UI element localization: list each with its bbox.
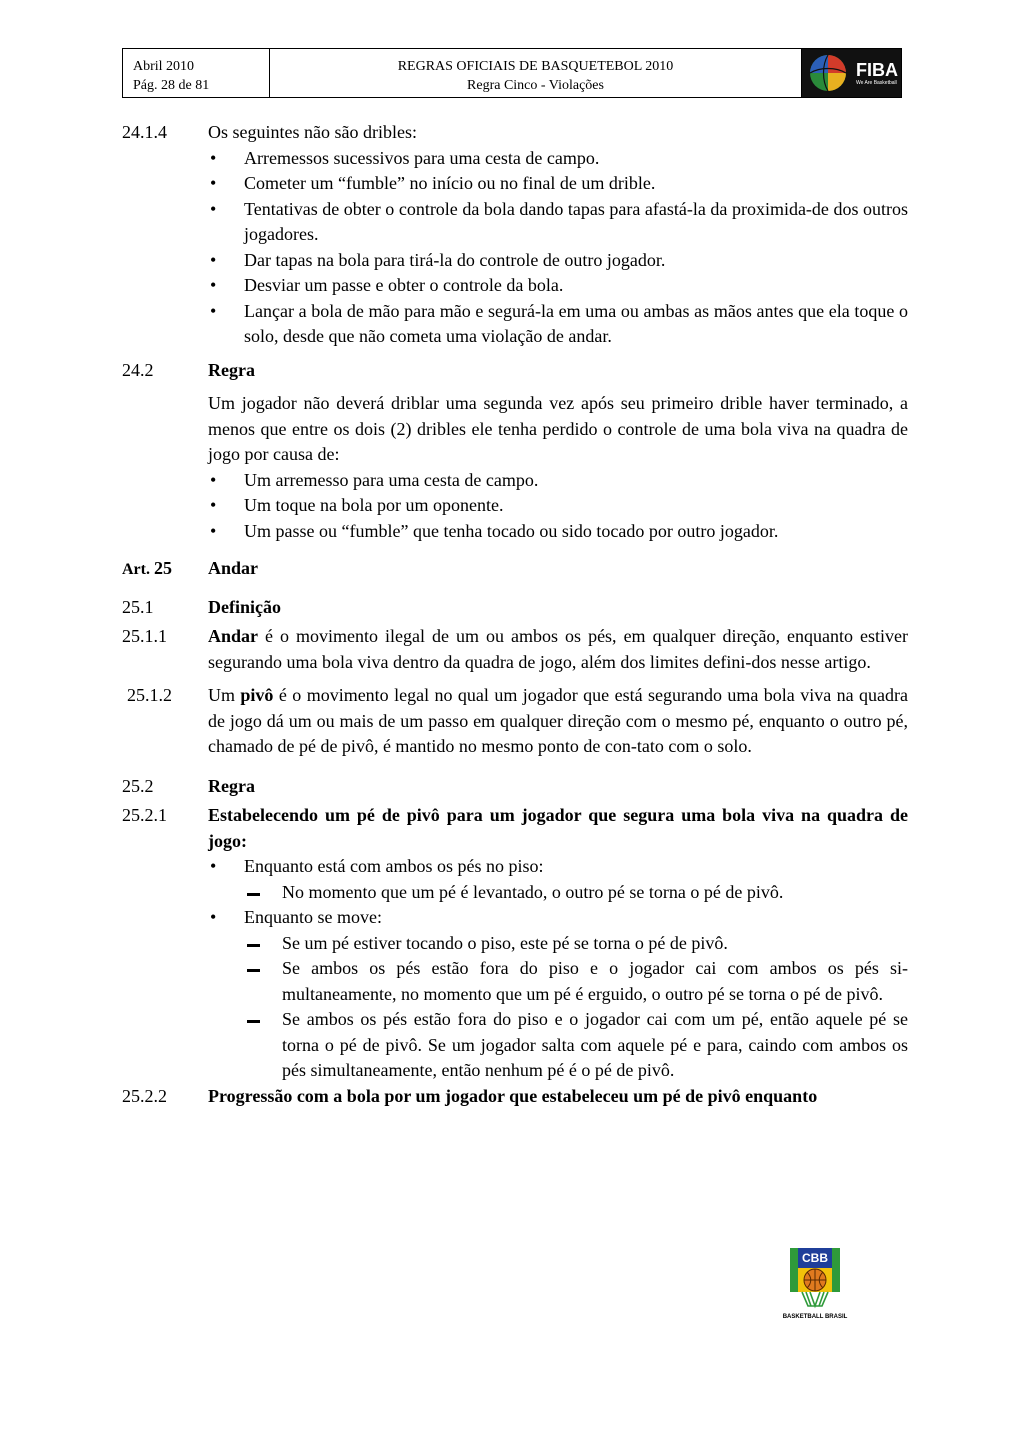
- fiba-tagline: We Are Basketball: [856, 80, 897, 86]
- cbb-abbr: CBB: [802, 1251, 828, 1265]
- definition-text: é o movimento ilegal de um ou ambos os pés, em qualquer direção, enquanto estiver segurando uma bola viva dentro da quadra de jogo, além dos limites defini-dos nesse artigo.: [208, 626, 908, 672]
- article-25-heading: [122, 556, 908, 583]
- fiba-ball-icon: [806, 53, 850, 93]
- article-title: Andar: [208, 558, 259, 578]
- bullet-list: [208, 468, 908, 545]
- list-item-text: Enquanto está com ambos os pés no piso:: [244, 856, 544, 876]
- dash-item: Se ambos os pés estão fora do piso e o jogador cai com um pé, então aquele pé se torna o pé de pivô. Se um jogador salta com aquele pé e para, caindo com ambos os pés simultaneamente, então nenhum pé é o pé de pivô.: [244, 1007, 908, 1084]
- section-number: 24.1.4: [122, 122, 167, 142]
- list-item: • Dar tapas na bola para tirá-la do controle de outro jogador.: [208, 248, 908, 274]
- header-title-cell: [270, 49, 802, 97]
- section-heading: Definição: [208, 596, 281, 617]
- section-24-1-4: [122, 120, 908, 350]
- defined-term: pivô: [240, 685, 274, 705]
- list-item: • Um toque na bola por um oponente.: [208, 493, 908, 519]
- cbb-logo: [778, 1248, 852, 1322]
- header-subtitle: Regra Cinco - Violações: [467, 78, 604, 93]
- dash-item: No momento que um pé é levantado, o outro pé se torna o pé de pivô.: [244, 880, 908, 906]
- section-heading: Estabelecendo um pé de pivô para um jogador que segura uma bola viva na quadra de jogo:: [208, 805, 908, 851]
- list-item: • Um arremesso para uma cesta de campo.: [208, 468, 908, 494]
- section-paragraph: Um jogador não deverá driblar uma segunda vez após seu primeiro drible haver terminado, a menos que entre os dois (2) dribles ele tenha perdido o controle de uma bola viva na quadra de jogo por causa de:: [208, 393, 908, 464]
- list-item: [208, 905, 908, 1084]
- header-title: REGRAS OFICIAIS DE BASQUETEBOL 2010: [397, 59, 674, 74]
- bullet-list: [208, 854, 908, 1084]
- list-item: • Tentativas de obter o controle da bola dando tapas para afastá-la da proximida-de dos outros jogadores.: [208, 197, 908, 248]
- list-item: • Um passe ou “fumble” que tenha tocado ou sido tocado por outro jogador.: [208, 519, 908, 545]
- list-item: • Arremessos sucessivos para uma cesta de campo.: [208, 146, 908, 172]
- article-number: [122, 556, 208, 583]
- section-number: 25.1: [122, 596, 154, 617]
- list-item: • Desviar um passe e obter o controle da bola.: [208, 273, 908, 299]
- page-content: [122, 120, 908, 1109]
- section-24-2-heading: [122, 358, 908, 384]
- article-prefix: Art.: [122, 561, 150, 578]
- defined-term: Andar: [208, 626, 259, 646]
- section-25-1-2: [122, 683, 908, 760]
- dash-item: Se ambos os pés estão fora do piso e o jogador cai com ambos os pés si-multaneamente, no momento que um pé é erguido, o outro pé se torna o pé de pivô.: [244, 956, 908, 1007]
- header-date: Abril 2010: [133, 59, 195, 74]
- fiba-word: FIBA: [856, 60, 898, 80]
- section-number: 25.2.1: [122, 805, 167, 825]
- dash-list: [244, 931, 908, 1084]
- list-item: • Cometer um “fumble” no início ou no final de um drible.: [208, 171, 908, 197]
- fiba-logo: [802, 49, 901, 97]
- section-25-2-2: [122, 1084, 908, 1110]
- section-24-2-body: [122, 391, 908, 544]
- definition-prefix: Um: [208, 685, 241, 705]
- section-25-2-heading: [122, 774, 908, 800]
- section-heading: Regra: [208, 359, 255, 380]
- section-number: 25.1.2: [127, 685, 172, 705]
- header-date-page-cell: [123, 49, 270, 97]
- list-item-text: Enquanto se move:: [244, 907, 382, 927]
- section-number: 25.2.2: [122, 1085, 167, 1106]
- cbb-caption: BASKETBALL BRASIL: [782, 1314, 848, 1320]
- section-25-1-1: [122, 624, 908, 675]
- section-heading: Progressão com a bola por um jogador que estabeleceu um pé de pivô enquanto: [208, 1085, 818, 1106]
- section-intro: Os seguintes não são dribles:: [208, 122, 417, 142]
- list-item: • Lançar a bola de mão para mão e segurá-la em uma ou ambas as mãos antes que ela toque o solo, desde que não cometa uma violação de andar.: [208, 299, 908, 350]
- section-25-2-1: [122, 803, 908, 1084]
- article-num: 25: [153, 558, 172, 578]
- bullet-list: [208, 146, 908, 350]
- section-25-1-heading: [122, 595, 908, 621]
- section-number: 25.1.1: [122, 626, 167, 646]
- dash-list: [244, 880, 908, 906]
- section-number: 24.2: [122, 359, 154, 380]
- dash-item: Se um pé estiver tocando o piso, este pé se torna o pé de pivô.: [244, 931, 908, 957]
- page-header: [122, 48, 902, 98]
- definition-text: é o movimento legal no qual um jogador que está segurando uma bola viva na quadra de jogo dá um ou mais de um passo em qualquer direção com o mesmo pé, enquanto o outro pé, chamado de pé de pivô, é mantido no mesmo ponto de con-tato com o solo.: [208, 685, 908, 756]
- list-item: [208, 854, 908, 905]
- header-page-number: Pág. 28 de 81: [133, 78, 210, 93]
- section-heading: Regra: [208, 775, 255, 796]
- fiba-wordmark: [856, 60, 898, 86]
- section-number: 25.2: [122, 775, 154, 796]
